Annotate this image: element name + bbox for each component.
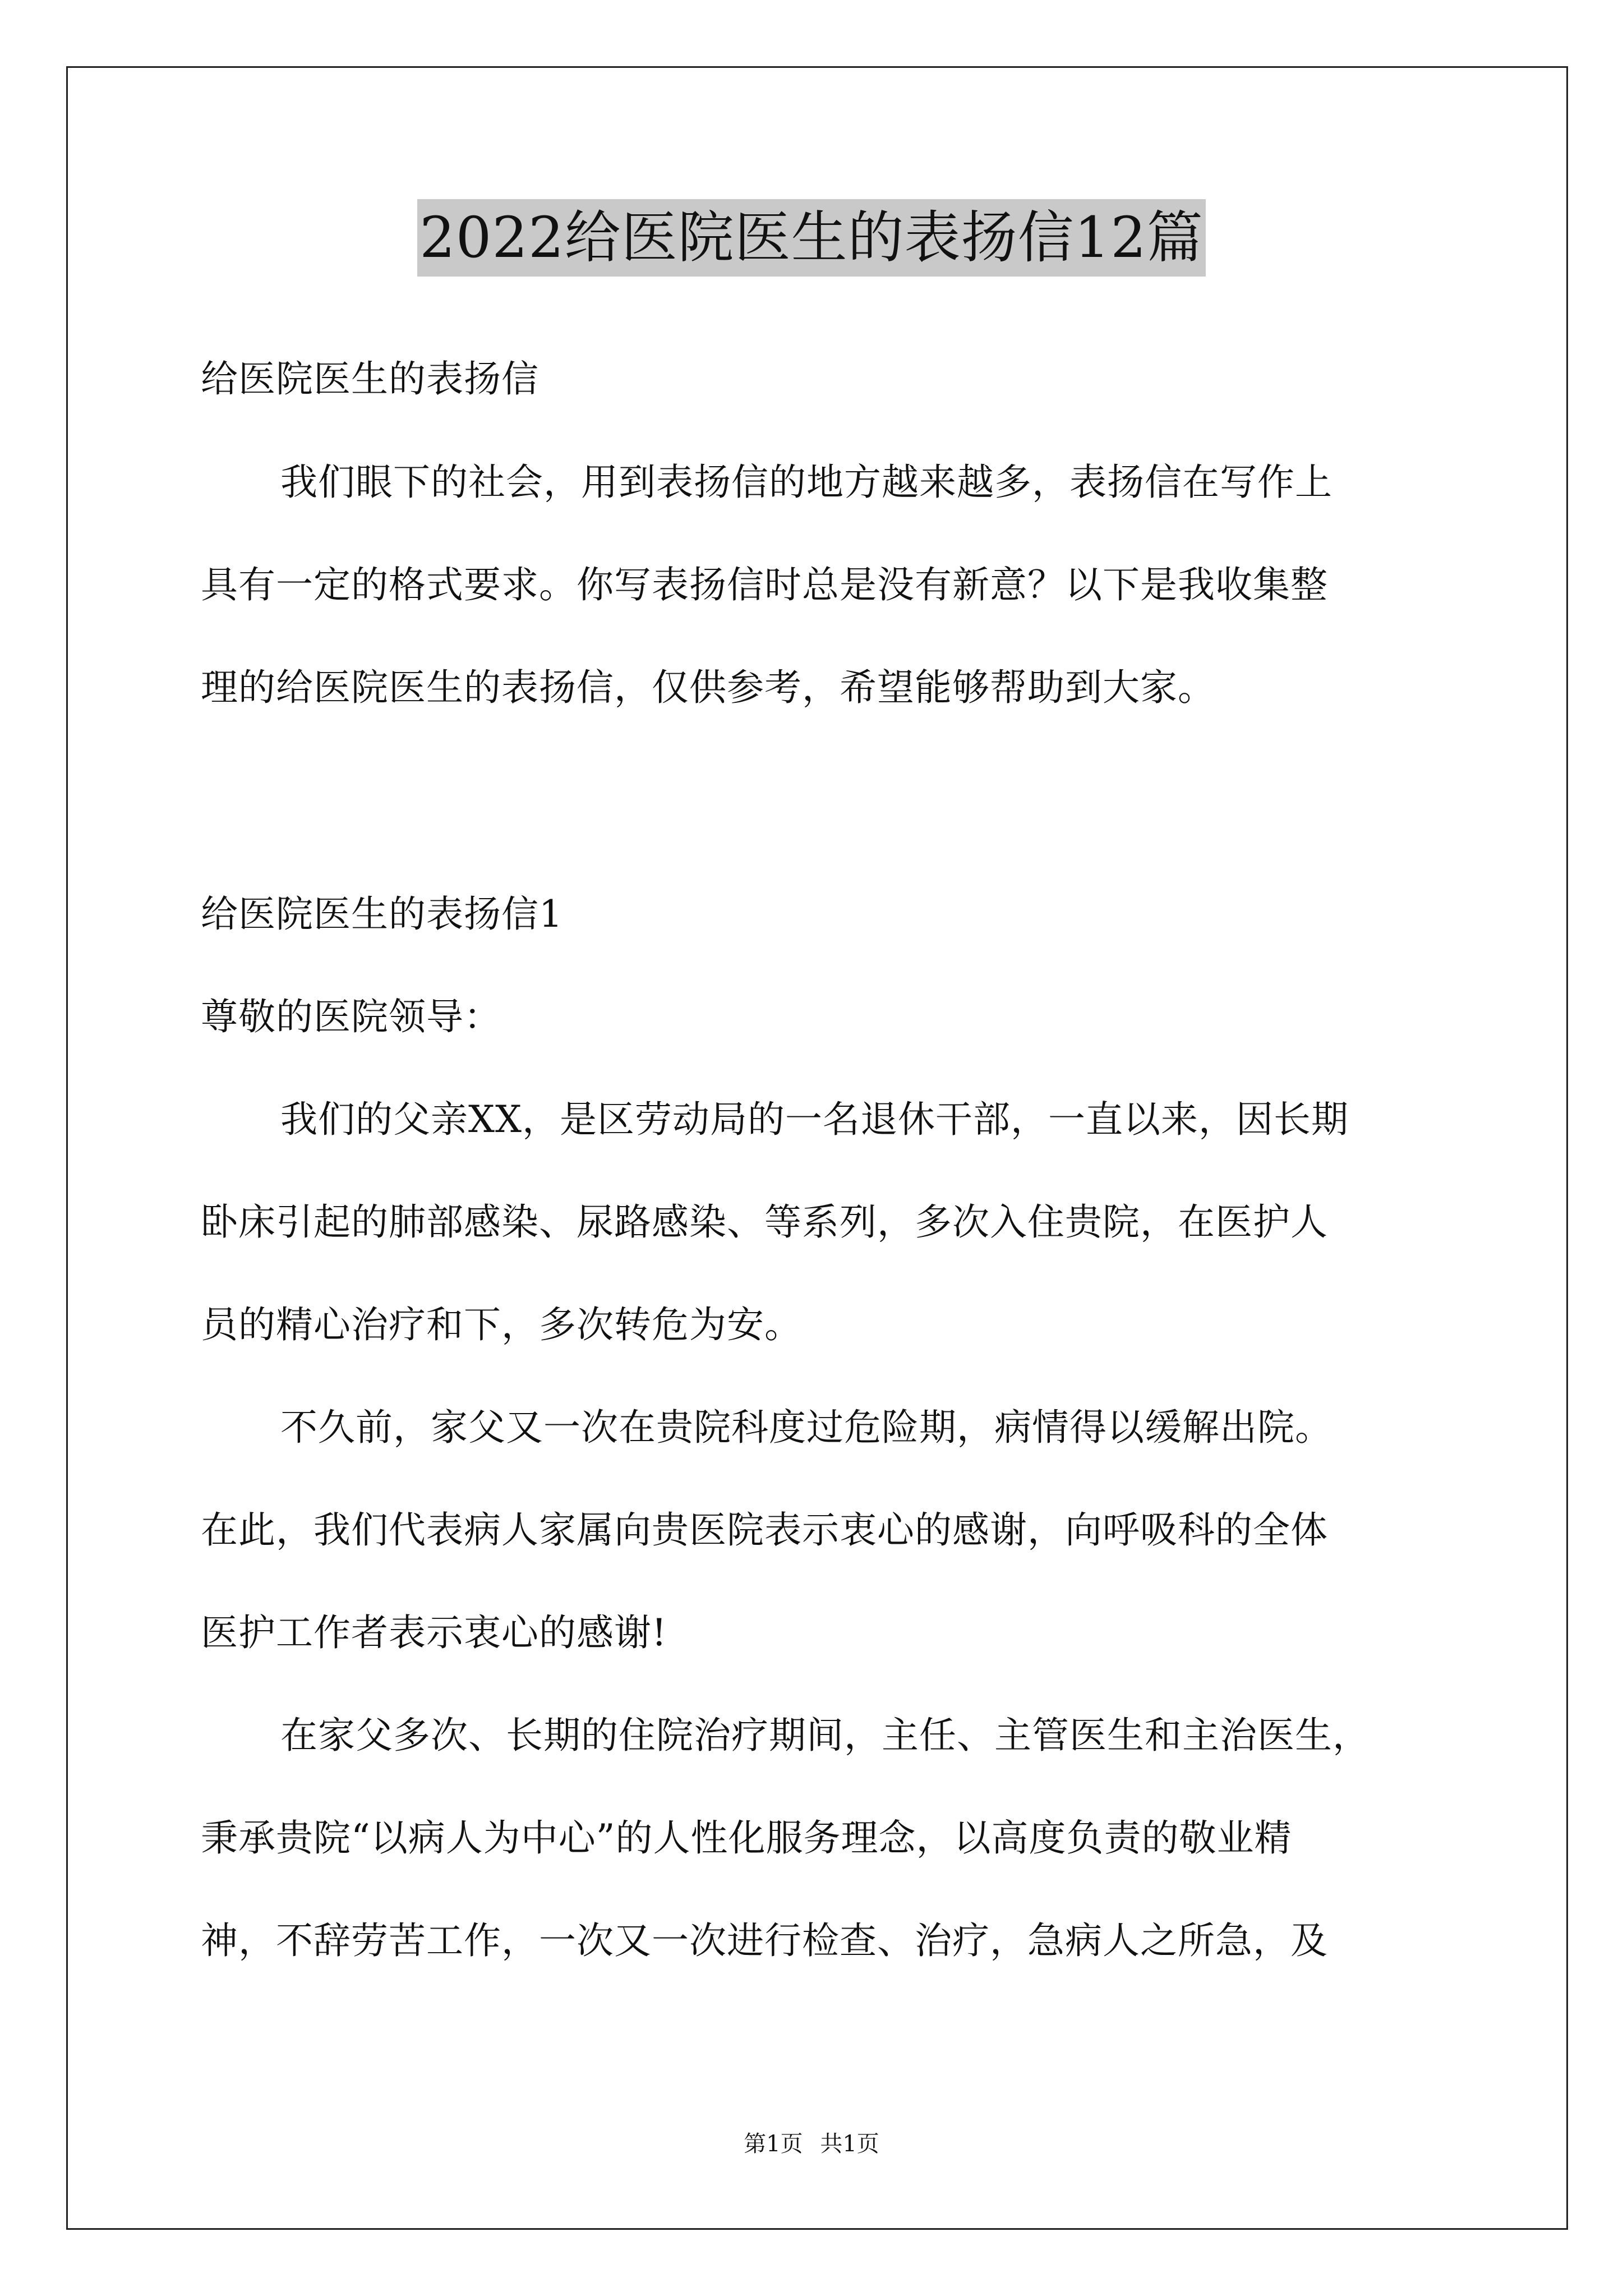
- paragraph-2-line-3: 医护工作者表示衷心的感谢!: [201, 1611, 667, 1654]
- salutation: 尊敬的医院领导：: [201, 995, 501, 1038]
- paragraph-2-line-1: 不久前，家父又一次在贵院科度过危险期，病情得以缓解出院。: [280, 1406, 1332, 1449]
- paragraph-3-line-2: 秉承贵院“以病人为中心”的人性化服务理念，以高度负责的敬业精: [201, 1816, 1292, 1860]
- paragraph-2-line-2: 在此，我们代表病人家属向贵医院表示衷心的感谢，向呼吸科的全体: [201, 1508, 1328, 1552]
- paragraph-3-line-1: 在家父多次、长期的住院治疗期间，主任、主管医生和主治医生，: [280, 1714, 1370, 1757]
- intro-line-2: 具有一定的格式要求。你写表扬信时总是没有新意？以下是我收集整: [201, 563, 1328, 606]
- paragraph-1-line-3: 员的精心治疗和下，多次转危为安。: [201, 1303, 802, 1346]
- section-heading: 给医院医生的表扬信: [201, 357, 539, 401]
- title-container: [0, 199, 1623, 277]
- intro-line-3: 理的给医院医生的表扬信，仅供参考，希望能够帮助到大家。: [201, 666, 1215, 709]
- intro-line-1: 我们眼下的社会，用到表扬信的地方越来越多，表扬信在写作上: [280, 461, 1332, 504]
- paragraph-3-line-3: 神，不辞劳苦工作，一次又一次进行检查、治疗，急病人之所急，及: [201, 1919, 1328, 1962]
- letter-heading: 给医院医生的表扬信1: [201, 892, 563, 936]
- page-number-footer: 第1页 共1页: [744, 2131, 879, 2157]
- paragraph-1-line-1: 我们的父亲XX，是区劳动局的一名退休干部，一直以来，因长期: [280, 1098, 1349, 1141]
- paragraph-1-line-2: 卧床引起的肺部感染、尿路感染、等系列，多次入住贵院，在医护人: [201, 1200, 1328, 1244]
- document-title: 2022给医院医生的表扬信12篇: [417, 199, 1206, 277]
